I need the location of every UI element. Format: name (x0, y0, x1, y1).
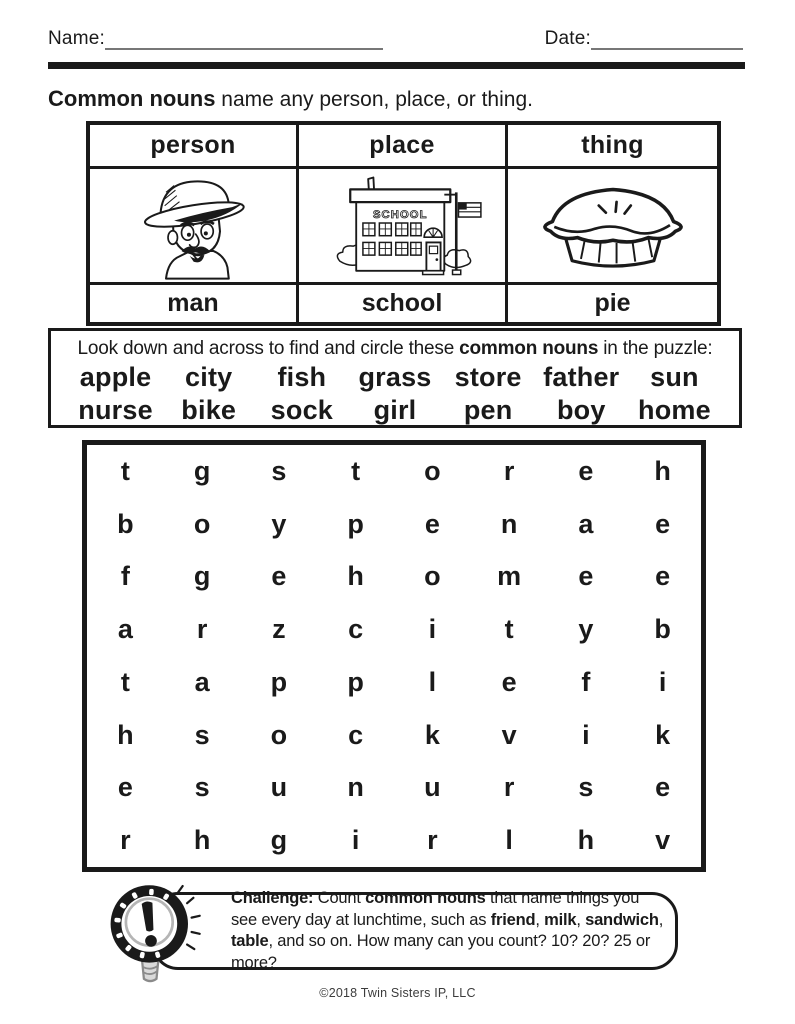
puzzle-letter[interactable]: c (348, 614, 364, 645)
puzzle-letter[interactable]: a (578, 508, 594, 539)
table-label-pie: pie (508, 282, 717, 322)
instruction-post: in the puzzle: (598, 338, 713, 359)
challenge-segment: Count (313, 889, 366, 907)
puzzle-letter[interactable]: p (347, 666, 364, 697)
puzzle-letter[interactable]: z (272, 614, 286, 645)
date-label: Date: (544, 28, 591, 49)
puzzle-letter[interactable]: s (194, 772, 210, 803)
puzzle-letter[interactable]: e (578, 455, 594, 486)
puzzle-letter[interactable]: v (655, 825, 671, 856)
puzzle-letter[interactable]: o (424, 455, 441, 486)
challenge-segment: , (535, 910, 545, 929)
table-label-school: school (299, 282, 508, 322)
puzzle-letter[interactable]: b (117, 508, 134, 539)
puzzle-letter[interactable]: r (427, 825, 438, 856)
puzzle-letter[interactable]: v (501, 719, 517, 750)
puzzle-letter[interactable]: e (578, 561, 594, 592)
puzzle-letter[interactable]: r (503, 772, 515, 803)
word-item: father (543, 362, 620, 392)
challenge-segment: , (576, 910, 586, 929)
word-item: apple (79, 362, 152, 392)
intro-bold: Common nouns (48, 86, 216, 111)
puzzle-letter[interactable]: r (120, 825, 131, 856)
pie-illustration (524, 176, 702, 276)
puzzle-letter[interactable]: f (120, 561, 130, 592)
word-item: girl (373, 395, 417, 425)
puzzle-letter[interactable]: l (428, 666, 437, 697)
puzzle-letter[interactable]: f (581, 666, 591, 697)
table-cell-place-image (299, 169, 508, 282)
word-list-row (51, 362, 739, 393)
puzzle-letter[interactable]: h (347, 561, 364, 592)
puzzle-letter[interactable]: o (424, 561, 441, 592)
word-item: city (185, 362, 233, 392)
word-item: nurse (78, 395, 153, 425)
puzzle-letter[interactable]: e (655, 772, 671, 803)
puzzle-letter[interactable]: e (271, 561, 287, 592)
puzzle-letter[interactable]: i (428, 614, 437, 645)
word-item: store (454, 362, 522, 392)
puzzle-letter[interactable]: p (347, 508, 364, 539)
name-field-group (48, 28, 383, 50)
puzzle-letter[interactable]: h (654, 455, 671, 486)
table-header-person: person (90, 125, 299, 169)
table-cell-thing-image (508, 169, 717, 282)
puzzle-letter[interactable]: i (582, 719, 590, 750)
puzzle-letter[interactable]: e (655, 561, 671, 592)
intro-rest: name any person, place, or thing. (215, 88, 533, 111)
challenge-segment: table (231, 932, 269, 950)
word-item: sun (650, 362, 699, 392)
puzzle-letter[interactable]: i (351, 825, 360, 856)
challenge-segment: friend (490, 910, 536, 929)
challenge-segment: Challenge: (231, 889, 314, 907)
date-field-group (545, 28, 743, 50)
header-row (48, 28, 743, 50)
puzzle-letter[interactable]: t (504, 614, 514, 645)
puzzle-letter[interactable]: o (193, 508, 211, 539)
word-search-puzzle (82, 440, 706, 872)
puzzle-letter[interactable]: y (578, 614, 594, 645)
puzzle-letter[interactable]: k (424, 719, 440, 750)
name-input-line[interactable] (105, 30, 383, 50)
puzzle-letter[interactable]: b (654, 614, 671, 645)
challenge-segment: sandwich (585, 910, 659, 929)
noun-example-table (86, 121, 721, 326)
puzzle-letter[interactable]: t (351, 455, 361, 486)
word-item: boy (556, 395, 606, 425)
school-illustration (310, 170, 495, 282)
challenge-box (152, 889, 678, 972)
puzzle-letter[interactable]: n (347, 772, 364, 803)
puzzle-letter[interactable]: e (117, 772, 133, 803)
puzzle-letter[interactable]: r (196, 614, 208, 645)
word-item: grass (358, 362, 432, 392)
puzzle-letter[interactable]: s (578, 772, 594, 803)
table-header-thing: thing (508, 125, 717, 169)
puzzle-letter[interactable]: l (505, 825, 513, 856)
puzzle-letter[interactable]: u (424, 772, 441, 803)
puzzle-letter[interactable]: g (193, 455, 211, 486)
puzzle-letter[interactable]: o (270, 719, 288, 750)
school-sign-text: SCHOOL (372, 208, 428, 221)
word-item: bike (181, 395, 237, 425)
puzzle-letter[interactable]: i (658, 666, 667, 697)
man-illustration (108, 172, 278, 280)
instruction-pre: Look down and across to find and circle these (77, 338, 460, 359)
puzzle-letter[interactable]: h (577, 825, 595, 856)
puzzle-letter[interactable]: h (193, 825, 211, 856)
intro-sentence (48, 86, 533, 112)
word-item: home (638, 395, 711, 425)
word-item: sock (270, 395, 334, 425)
puzzle-letter[interactable]: g (193, 561, 211, 592)
date-input-line[interactable] (591, 30, 743, 50)
word-list-box (48, 328, 742, 428)
puzzle-letter[interactable]: s (194, 719, 210, 750)
name-label: Name: (48, 28, 105, 49)
challenge-segment: , and so on. How many can you count? 10? 20? 25 or more? (231, 932, 651, 972)
word-list-instruction (51, 338, 739, 360)
puzzle-letter[interactable]: e (655, 508, 671, 539)
puzzle-letter[interactable]: y (271, 508, 287, 539)
table-header-place: place (299, 125, 508, 169)
word-list-row (51, 395, 739, 426)
puzzle-letter[interactable]: p (270, 666, 288, 697)
lightbulb-exclamation-icon (100, 878, 204, 986)
puzzle-grid (87, 445, 701, 867)
puzzle-letter[interactable]: n (500, 508, 518, 539)
instruction-bold: common nouns (459, 338, 599, 359)
word-item: fish (277, 362, 327, 392)
puzzle-letter[interactable]: a (194, 666, 210, 697)
copyright-text: ©2018 Twin Sisters IP, LLC (319, 986, 476, 1000)
puzzle-letter[interactable]: r (503, 455, 515, 486)
puzzle-letter[interactable]: u (270, 772, 288, 803)
puzzle-letter[interactable]: k (655, 719, 671, 750)
puzzle-letter[interactable]: m (497, 561, 522, 592)
word-list (51, 362, 739, 426)
puzzle-letter[interactable]: a (117, 614, 133, 645)
table-cell-person-image (90, 169, 299, 282)
puzzle-letter[interactable]: t (120, 455, 130, 486)
header-divider (48, 62, 745, 69)
table-label-man: man (90, 282, 299, 322)
puzzle-letter[interactable]: t (120, 666, 130, 697)
challenge-text (231, 888, 667, 974)
challenge-segment: milk (544, 910, 577, 929)
puzzle-letter[interactable]: e (501, 666, 517, 697)
challenge-segment: that name things you see every day at lunchtime, such as (231, 889, 640, 929)
challenge-segment: , (658, 910, 664, 929)
puzzle-letter[interactable]: c (348, 719, 364, 750)
word-item: pen (463, 395, 513, 425)
puzzle-letter[interactable]: e (424, 508, 440, 539)
challenge-segment: common nouns (365, 889, 486, 907)
puzzle-letter[interactable]: s (271, 455, 287, 486)
puzzle-letter[interactable]: h (117, 719, 134, 750)
puzzle-letter[interactable]: g (270, 825, 288, 856)
